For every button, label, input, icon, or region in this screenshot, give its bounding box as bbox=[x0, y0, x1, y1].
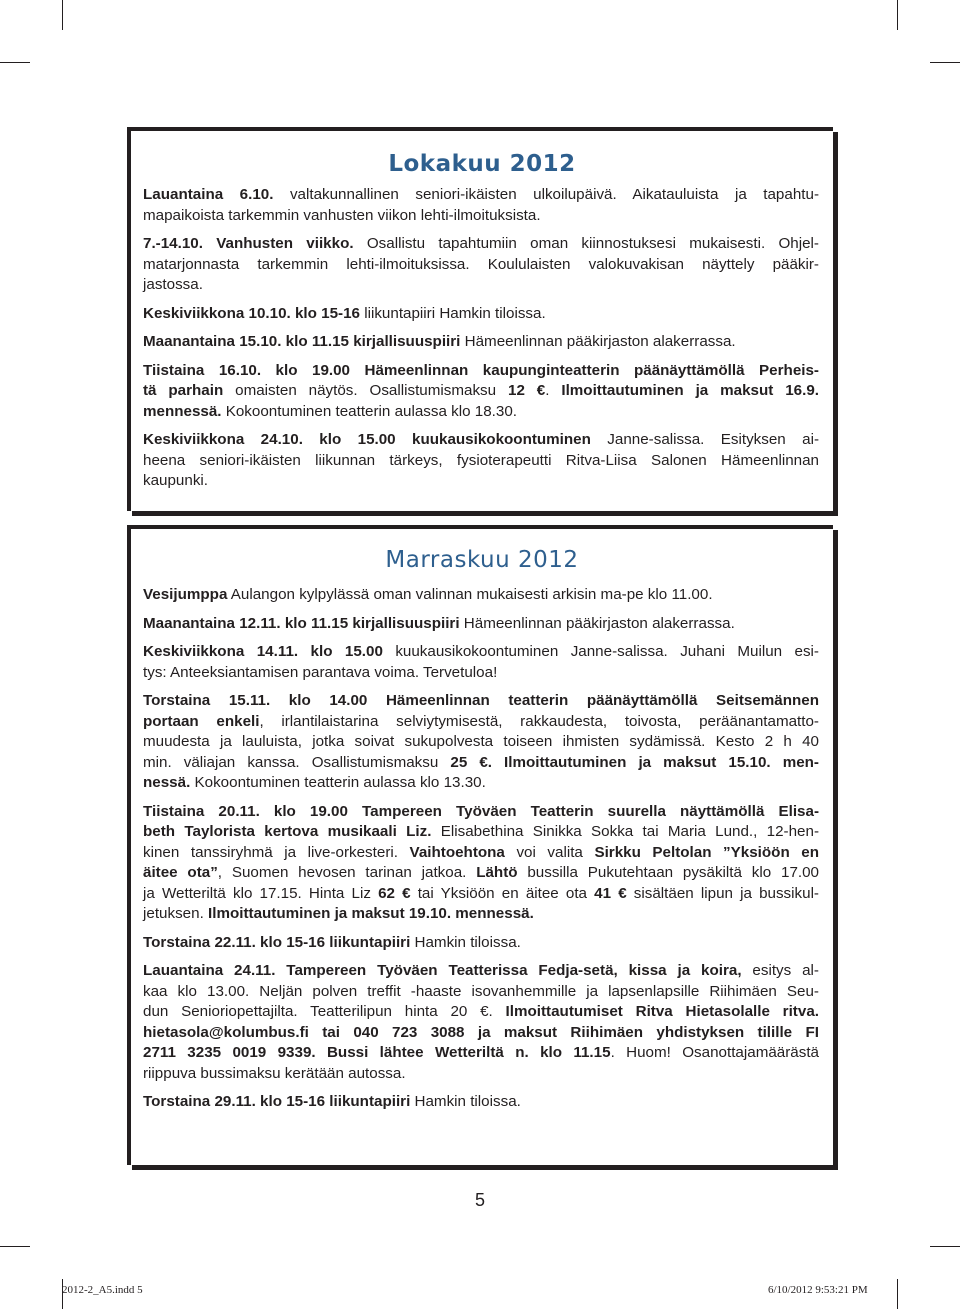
text: riippuva bussimaksu kerätään autossa. bbox=[143, 1064, 406, 1082]
october-title: Lokakuu 2012 bbox=[388, 151, 576, 177]
text-line bbox=[143, 863, 819, 884]
bold-text: Maanantaina 15.10. klo 11.15 kirjallisuuspiiri bbox=[143, 333, 461, 350]
text-line bbox=[143, 585, 819, 606]
text: . Huom! Osanottajamäärästä bbox=[610, 1044, 819, 1061]
bold-text: Tiistaina 16.10. klo 19.00 Hämeenlinnan kaupunginteatterin päänäyttämöllä Perheis- bbox=[143, 361, 819, 379]
bold-text: hietasola@kolumbus.fi tai 040 723 3088 ja maksut Riihimäen yhdistyksen tilille FI bbox=[143, 1023, 819, 1041]
event-paragraph bbox=[143, 933, 819, 954]
text: dun Senioriopettajilta. Teatterilipun hinta 20 €. bbox=[143, 1003, 506, 1020]
text-line bbox=[143, 1023, 819, 1044]
text: sisältäen lipun ja bussikul- bbox=[626, 884, 819, 902]
crop-mark-top-right bbox=[897, 0, 898, 30]
text: Aulangon kylpylässä oman valinnan mukaisesti arkisin ma-pe klo 11.00. bbox=[227, 586, 713, 603]
text-line bbox=[143, 933, 819, 954]
text: Hämeenlinnan pääkirjaston alakerrassa. bbox=[460, 333, 736, 350]
text: Elisabethina Sinikka Sokka tai Maria Lund., 12-hen- bbox=[431, 823, 820, 840]
bold-text: Torstaina 29.11. klo 15-16 liikuntapiiri bbox=[143, 1093, 411, 1110]
event-paragraph bbox=[143, 185, 819, 226]
text: tys: Anteeksiantamisen parantava voima. Tervetuloa! bbox=[143, 663, 498, 681]
bold-text: Sirkku Peltolan ”Yksiöön en bbox=[594, 843, 819, 861]
text: heena seniori-ikäisten liikunnan tärkeys, fysioterapeutti Ritva-Liisa Salonen Hämeenlinnan bbox=[143, 451, 819, 469]
text-line bbox=[143, 732, 819, 753]
bold-text: Tiistaina 20.11. klo 19.00 Tampereen Työväen Teatterin suurella näyttämöllä Elisa- bbox=[143, 802, 819, 820]
text-line bbox=[143, 822, 819, 843]
text: omaisten näytös. Osallistumismaksu bbox=[223, 382, 508, 399]
text-line bbox=[143, 1092, 819, 1113]
bold-text: 7.-14.10. Vanhusten viikko. bbox=[143, 235, 354, 252]
text-line bbox=[143, 1002, 819, 1023]
bold-text: Vesijumppa bbox=[143, 586, 228, 603]
text-line bbox=[143, 843, 819, 864]
bold-text: Lauantaina 6.10. bbox=[143, 186, 274, 203]
text-line bbox=[143, 1064, 819, 1085]
text-line bbox=[143, 663, 819, 684]
text: Osallistu tapahtumiin oman kiinnostuksesi mukaisesti. Ohjel- bbox=[353, 235, 819, 252]
text: kaupunki. bbox=[143, 472, 209, 489]
bold-text: Keskiviikkona 24.10. klo 15.00 kuukausikokoontuminen bbox=[143, 431, 591, 448]
bold-text: 25 €. Ilmoittautuminen ja maksut 15.10. men- bbox=[450, 753, 819, 771]
event-paragraph bbox=[143, 961, 819, 1084]
text-line bbox=[143, 1043, 819, 1064]
text-line bbox=[143, 691, 819, 712]
text: , Suomen hevosen tarinan jatkoa. bbox=[217, 864, 477, 881]
event-paragraph bbox=[143, 802, 819, 925]
page-number: 5 bbox=[474, 1190, 485, 1210]
bold-text: Vaihtoehtona bbox=[409, 843, 505, 861]
bold-text: Maanantaina 12.11. klo 11.15 kirjallisuuspiiri bbox=[143, 614, 460, 632]
bold-text: 2711 3235 0019 9339. Bussi lähtee Wetteriltä n. klo 11.15 bbox=[143, 1044, 611, 1061]
october-box bbox=[127, 127, 833, 511]
bold-text: nessä. bbox=[143, 774, 191, 791]
crop-mark-left-bottom bbox=[0, 1246, 30, 1247]
text-line bbox=[143, 471, 819, 492]
text-line bbox=[143, 904, 819, 925]
bold-text: Keskiviikkona 10.10. klo 15-16 bbox=[143, 304, 360, 322]
text: esitys al- bbox=[741, 962, 819, 979]
text-line bbox=[143, 255, 819, 276]
text: jastossa. bbox=[143, 276, 203, 293]
bold-text: Keskiviikkona 14.11. klo 15.00 bbox=[143, 643, 383, 660]
november-content bbox=[143, 585, 819, 1121]
bold-text: 12 € bbox=[508, 382, 546, 399]
text: kinen tanssiryhmä ja live-orkesteri. bbox=[143, 843, 410, 861]
bold-text: mennessä. bbox=[143, 402, 222, 420]
bold-text: Lähtö bbox=[476, 864, 518, 881]
text: voi valita bbox=[504, 843, 595, 861]
text: liikuntapiiri Hamkin tiloissa. bbox=[359, 304, 546, 322]
text-line bbox=[143, 982, 819, 1003]
text-line bbox=[143, 884, 819, 905]
text-line bbox=[143, 234, 819, 255]
crop-mark-top-left bbox=[62, 0, 63, 30]
bold-text: 62 € bbox=[378, 884, 411, 902]
slug-datetime: 6/10/2012 9:53:21 PM bbox=[768, 1284, 868, 1296]
text: muudesta ja lauluista, jotka soivat sukupolvesta toiseen ihmisten sydämissä. Kesto 2 h 40 bbox=[143, 733, 819, 750]
bold-text: portaan enkeli bbox=[143, 712, 260, 730]
bold-text: Torstaina 22.11. klo 15-16 liikuntapiiri bbox=[143, 933, 411, 951]
text-line bbox=[143, 773, 819, 794]
event-paragraph bbox=[143, 585, 819, 606]
bold-text: Torstaina 15.11. klo 14.00 Hämeenlinnan teatterin päänäyttämöllä Seitsemännen bbox=[143, 692, 819, 709]
text: mapaikoista tarkemmin vanhusten viikon lehti-ilmoituksista. bbox=[143, 206, 541, 224]
text: bussilla Pukutehtaan pysäkiltä klo 17.00 bbox=[517, 864, 819, 881]
text: kaa klo 13.00. Neljän polven treffit -haaste isovanhemmille ja lapsenlapsille Riihimäen Seu- bbox=[143, 982, 819, 1000]
text-line bbox=[143, 381, 819, 402]
event-paragraph bbox=[143, 691, 819, 794]
october-content bbox=[143, 185, 819, 500]
text: kuukausikokoontuminen Janne-salissa. Juhani Muilun esi- bbox=[382, 643, 819, 660]
text: Janne-salissa. Esityksen ai- bbox=[590, 431, 819, 448]
text: ja Wetteriltä klo 17.15. Hinta Liz bbox=[143, 884, 379, 902]
event-paragraph bbox=[143, 642, 819, 683]
text-line bbox=[143, 304, 819, 325]
bold-text: Ilmoittautuminen ja maksut 19.10. mennessä. bbox=[208, 905, 534, 922]
event-paragraph bbox=[143, 614, 819, 635]
text-line bbox=[143, 206, 819, 227]
text: . bbox=[545, 382, 562, 399]
text-line bbox=[143, 642, 819, 663]
slug-file: 2012-2_A5.indd 5 bbox=[62, 1284, 143, 1296]
text: tai Yksiöön en äitee ota bbox=[410, 884, 595, 902]
text-line bbox=[143, 753, 819, 774]
text: Hämeenlinnan pääkirjaston alakerrassa. bbox=[459, 614, 735, 632]
text: Kokoontuminen teatterin aulassa klo 13.30. bbox=[190, 774, 486, 791]
text-line bbox=[143, 961, 819, 982]
bold-text: beth Taylorista kertova musikaali Liz. bbox=[143, 823, 432, 840]
event-paragraph bbox=[143, 1092, 819, 1113]
bold-text: äitee ota” bbox=[143, 864, 218, 881]
text: jetuksen. bbox=[143, 905, 209, 922]
crop-mark-right-bottom bbox=[930, 1246, 960, 1247]
text-line bbox=[143, 185, 819, 206]
text: , irlantilaistarina selviytymisestä, rakkaudesta, toivosta, peräänantamatto- bbox=[259, 712, 819, 730]
text-line bbox=[143, 802, 819, 823]
text-line bbox=[143, 712, 819, 733]
bold-text: Ilmoittautuminen ja maksut 16.9. bbox=[561, 382, 819, 399]
event-paragraph bbox=[143, 332, 819, 353]
text: Hamkin tiloissa. bbox=[410, 1093, 521, 1110]
bold-text: 41 € bbox=[594, 884, 627, 902]
crop-mark-left-top bbox=[0, 62, 30, 63]
text-line bbox=[143, 430, 819, 451]
crop-mark-right-top bbox=[930, 62, 960, 63]
bold-text: Lauantaina 24.11. Tampereen Työväen Teatterissa Fedja-setä, kissa ja koira, bbox=[143, 962, 742, 979]
text-line bbox=[143, 451, 819, 472]
event-paragraph bbox=[143, 304, 819, 325]
text: matarjonnasta tarkemmin lehti-ilmoituksissa. Koululaisten valokuvakisan näyttely pääkir- bbox=[143, 255, 819, 273]
event-paragraph bbox=[143, 430, 819, 492]
text-line bbox=[143, 402, 819, 423]
text: Hamkin tiloissa. bbox=[410, 933, 521, 951]
text: valtakunnallinen seniori-ikäisten ulkoilupäivä. Aikatauluista ja tapahtu- bbox=[273, 186, 819, 203]
bold-text: Ilmoittautumiset Ritva Hietasolalle ritva. bbox=[505, 1003, 819, 1020]
text-line bbox=[143, 275, 819, 296]
text-line bbox=[143, 361, 819, 382]
text-line bbox=[143, 614, 819, 635]
text-line bbox=[143, 332, 819, 353]
crop-mark-bottom-right bbox=[897, 1279, 898, 1309]
november-title: Marraskuu 2012 bbox=[385, 547, 579, 573]
event-paragraph bbox=[143, 234, 819, 296]
bold-text: tä parhain bbox=[143, 382, 224, 399]
text: min. väliajan kanssa. Osallistumismaksu bbox=[143, 753, 451, 771]
event-paragraph bbox=[143, 361, 819, 423]
november-box bbox=[127, 525, 833, 1165]
text: Kokoontuminen teatterin aulassa klo 18.30. bbox=[221, 402, 518, 420]
